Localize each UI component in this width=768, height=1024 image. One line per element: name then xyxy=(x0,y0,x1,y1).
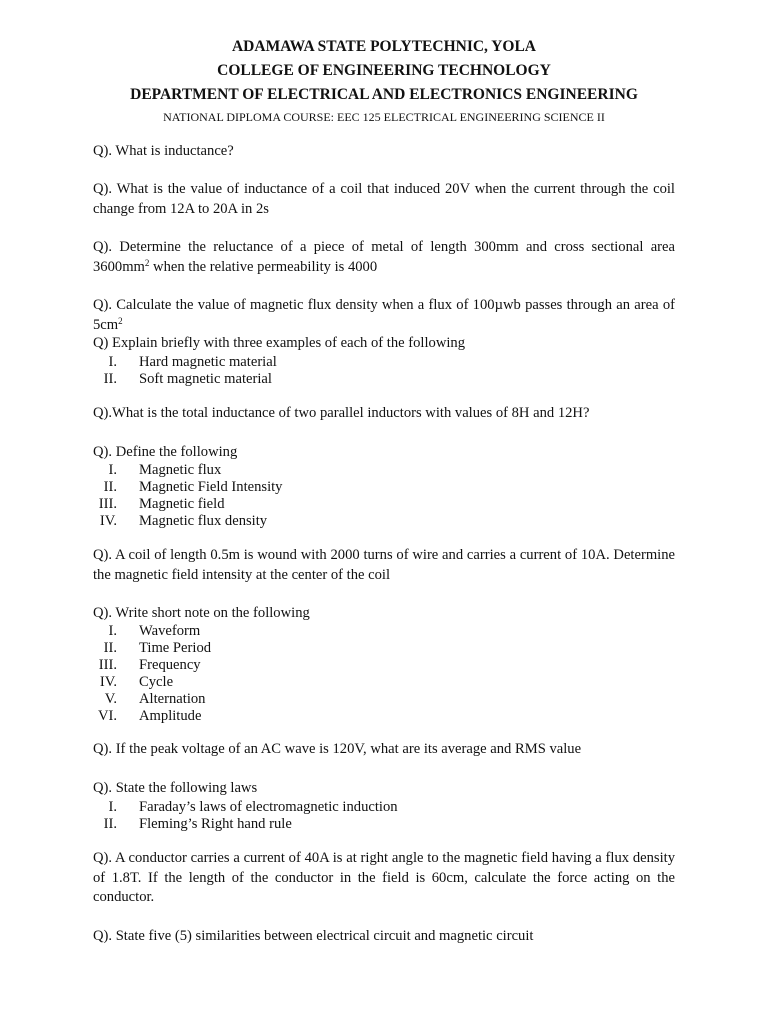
question-8: Q). A coil of length 0.5m is wound with 2000 turns of wire and carries a current of 10A. Determine the magnetic field intensity at the center of the coil xyxy=(93,547,675,583)
list-item xyxy=(93,496,675,513)
list-item-number: V. xyxy=(104,691,117,707)
list-item xyxy=(93,640,675,657)
list-item-number: I. xyxy=(108,623,117,639)
list-item-text: Magnetic field xyxy=(139,496,225,512)
college-title: COLLEGE OF ENGINEERING TECHNOLOGY xyxy=(217,62,551,79)
list-item-text: Frequency xyxy=(139,657,201,673)
list-item-number: IV. xyxy=(99,513,117,529)
list-item-number: II. xyxy=(103,371,117,387)
list-item xyxy=(93,371,675,388)
institution-title: ADAMAWA STATE POLYTECHNIC, YOLA xyxy=(231,38,537,55)
list-item-text: Alternation xyxy=(139,691,206,707)
list-item-number: VI. xyxy=(97,708,117,724)
question-5: Q) Explain briefly with three examples of each of the following xyxy=(93,335,466,351)
question-3-superscript: 2 xyxy=(144,257,150,268)
question-6: Q).What is the total inductance of two parallel inductors with values of 8H and 12H? xyxy=(93,405,590,421)
list-item-number: III. xyxy=(98,657,117,673)
list-item-text: Magnetic Field Intensity xyxy=(139,479,283,495)
list-item-text: Faraday’s laws of electromagnetic induction xyxy=(139,799,398,815)
question-3-text-end: when the relative permeability is 4000 xyxy=(149,258,378,275)
list-item-text: Waveform xyxy=(139,623,201,639)
list-item xyxy=(93,513,675,530)
question-3-text: Q). Determine the reluctance of a piece of metal of length 300mm and cross sectional area 3600mm xyxy=(93,239,675,275)
list-item xyxy=(93,354,675,371)
list-item xyxy=(93,674,675,691)
question-7: Q). Define the following xyxy=(93,444,238,460)
list-item xyxy=(93,816,675,833)
course-title: NATIONAL DIPLOMA COURSE: EEC 125 ELECTRICAL ENGINEERING SCIENCE II xyxy=(163,110,605,124)
list-item-text: Magnetic flux density xyxy=(139,513,268,529)
department-title: DEPARTMENT OF ELECTRICAL AND ELECTRONICS ENGINEERING xyxy=(130,86,638,103)
list-item xyxy=(93,657,675,674)
list-item-number: II. xyxy=(103,479,117,495)
question-4 xyxy=(93,296,675,335)
list-item xyxy=(93,799,675,816)
list-item xyxy=(93,462,675,479)
list-item-number: III. xyxy=(98,496,117,512)
question-12: Q). A conductor carries a current of 40A is at right angle to the magnetic field having a flux density of 1.8T. If the length of the conductor in the field is 60cm, calculate the force acting on the conductor. xyxy=(93,850,675,905)
list-item-number: I. xyxy=(108,799,117,815)
list-item-text: Hard magnetic material xyxy=(139,354,277,370)
list-item-number: I. xyxy=(108,462,117,478)
question-13: Q). State five (5) similarities between electrical circuit and magnetic circuit xyxy=(93,928,534,944)
list-item xyxy=(93,479,675,496)
list-item-text: Cycle xyxy=(139,674,174,690)
question-1: Q). What is inductance? xyxy=(93,143,234,159)
list-item-text: Fleming’s Right hand rule xyxy=(139,816,292,832)
list-item-number: II. xyxy=(103,640,117,656)
question-10: Q). If the peak voltage of an AC wave is 120V, what are its average and RMS value xyxy=(93,741,582,757)
list-item xyxy=(93,691,675,708)
list-item xyxy=(93,708,675,725)
list-item-text: Soft magnetic material xyxy=(139,371,272,387)
list-item-text: Time Period xyxy=(139,640,212,656)
question-3 xyxy=(93,238,675,277)
question-4-superscript: 2 xyxy=(118,315,123,326)
question-9: Q). Write short note on the following xyxy=(93,605,310,621)
question-2: Q). What is the value of inductance of a coil that induced 20V when the current through the coil change from 12A to 20A in 2s xyxy=(93,181,675,217)
list-item-number: I. xyxy=(108,354,117,370)
list-item xyxy=(93,623,675,640)
list-item-text: Amplitude xyxy=(139,708,202,724)
question-4-text: Q). Calculate the value of magnetic flux density when a flux of 100µwb passes through an area of 5cm xyxy=(93,297,675,333)
question-11: Q). State the following laws xyxy=(93,780,258,796)
list-item-number: II. xyxy=(103,816,117,832)
list-item-text: Magnetic flux xyxy=(139,462,222,478)
list-item-number: IV. xyxy=(99,674,117,690)
